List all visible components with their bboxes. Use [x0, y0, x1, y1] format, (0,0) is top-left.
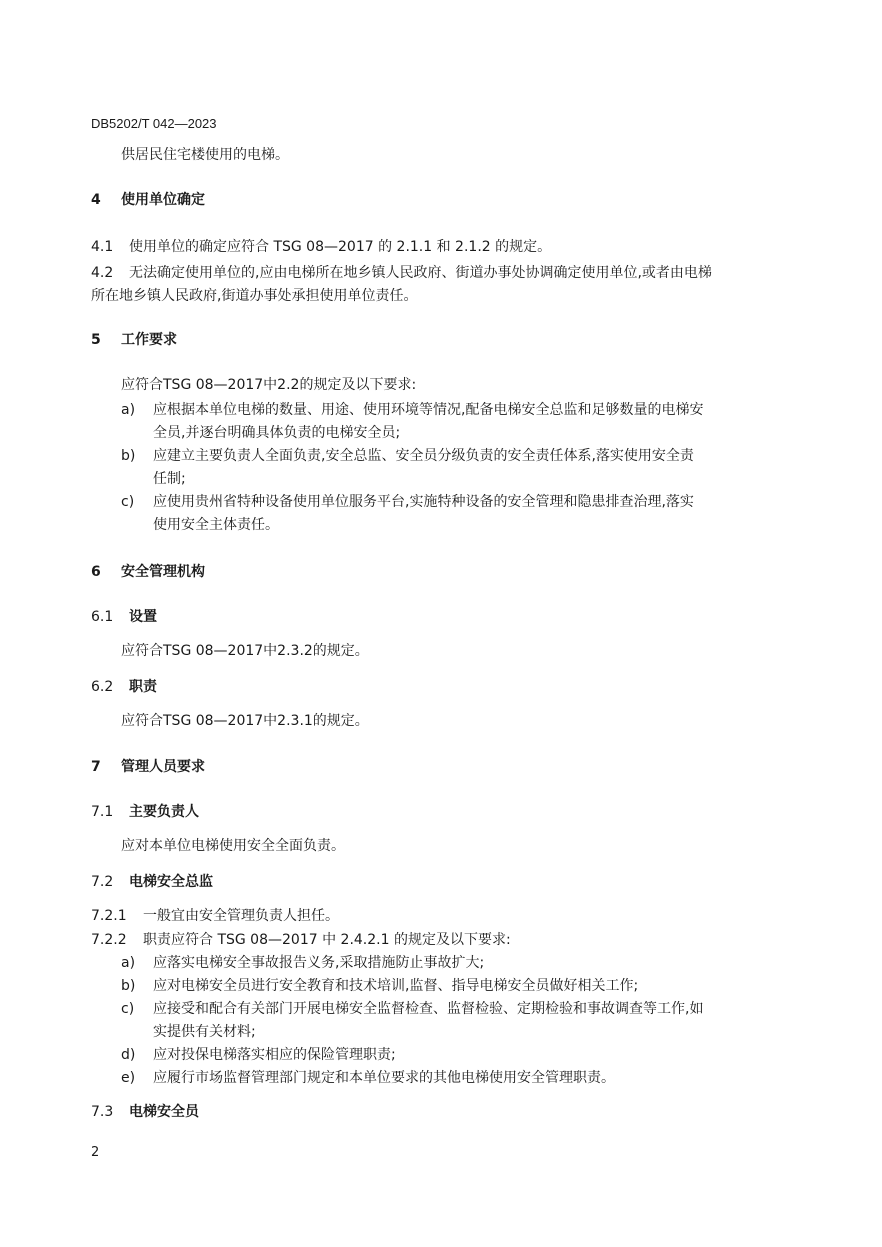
subsection-number: 7.3 — [91, 1104, 114, 1120]
clause-4-2-continued: 所在地乡镇人民政府,街道办事处承担使用单位责任。 — [91, 288, 418, 304]
list-item — [121, 446, 694, 466]
list-item-text: 应使用贵州省特种设备使用单位服务平台,实施特种设备的安全管理和隐患排查治理,落实 — [153, 494, 694, 510]
list-item-text: 应建立主要负责人全面负责,安全总监、安全员分级负责的安全责任体系,落实使用安全责 — [153, 448, 694, 464]
subsection-6-2-heading — [91, 677, 157, 697]
section-number: 7 — [91, 759, 101, 775]
section-number: 6 — [91, 564, 101, 580]
section-7-heading — [91, 757, 205, 777]
subsection-7-3-heading — [91, 1102, 199, 1122]
clause-number: 7.2.1 — [91, 908, 127, 924]
subsection-7-1-heading — [91, 802, 199, 822]
section-title: 使用单位确定 — [121, 192, 205, 208]
subsection-number: 7.2 — [91, 874, 114, 890]
clause-4-2 — [91, 263, 712, 283]
subsection-6-2-text: 应符合TSG 08—2017中2.3.1的规定。 — [121, 713, 369, 729]
subsection-7-1-text: 应对本单位电梯使用安全全面负责。 — [121, 838, 345, 854]
subsection-number: 7.1 — [91, 804, 114, 820]
list-item-label: b) — [121, 448, 136, 464]
list-item-continued: 全员,并逐台明确具体负责的电梯安全员; — [153, 425, 401, 441]
list-item-continued: 使用安全主体责任。 — [153, 517, 279, 533]
list-item — [121, 953, 484, 973]
clause-4-1 — [91, 237, 551, 257]
section-6-heading — [91, 562, 205, 582]
subsection-number: 6.1 — [91, 609, 114, 625]
section-5-lead: 应符合TSG 08—2017中2.2的规定及以下要求: — [121, 377, 417, 393]
list-item-text: 应对电梯安全员进行安全教育和技术培训,监督、指导电梯安全员做好相关工作; — [153, 978, 639, 994]
section-number: 4 — [91, 192, 101, 208]
list-item-text: 应根据本单位电梯的数量、用途、使用环境等情况,配备电梯安全总监和足够数量的电梯安 — [153, 402, 704, 418]
list-item-label: c) — [121, 1001, 135, 1017]
clause-number: 4.1 — [91, 239, 114, 255]
clause-text: 一般宜由安全管理负责人担任。 — [143, 908, 339, 924]
list-item — [121, 1045, 396, 1065]
subsection-6-1-text: 应符合TSG 08—2017中2.3.2的规定。 — [121, 643, 369, 659]
list-item — [121, 400, 703, 420]
list-item-label: a) — [121, 955, 136, 971]
list-item-label: a) — [121, 402, 136, 418]
section-4-heading — [91, 190, 205, 210]
list-item — [121, 492, 694, 512]
subsection-title: 设置 — [129, 609, 157, 625]
clause-7-2-2 — [91, 930, 511, 950]
list-item-text: 应接受和配合有关部门开展电梯安全监督检查、监督检验、定期检验和事故调查等工作,如 — [153, 1001, 704, 1017]
section-number: 5 — [91, 332, 101, 348]
subsection-title: 电梯安全员 — [129, 1104, 199, 1120]
subsection-title: 职责 — [129, 679, 157, 695]
list-item — [121, 1068, 615, 1088]
list-item-label: d) — [121, 1047, 136, 1063]
list-item-text: 应对投保电梯落实相应的保险管理职责; — [153, 1047, 396, 1063]
list-item-label: b) — [121, 978, 136, 994]
list-item-label: e) — [121, 1070, 136, 1086]
subsection-title: 电梯安全总监 — [129, 874, 213, 890]
clause-text: 职责应符合 TSG 08—2017 中 2.4.2.1 的规定及以下要求: — [143, 932, 511, 948]
page-number: 2 — [91, 1145, 100, 1160]
clause-text: 使用单位的确定应符合 TSG 08—2017 的 2.1.1 和 2.1.2 的规定。 — [129, 239, 552, 255]
list-item-text: 应落实电梯安全事故报告义务,采取措施防止事故扩大; — [153, 955, 485, 971]
list-item-continued: 任制; — [153, 471, 186, 487]
intro-tail-text: 供居民住宅楼使用的电梯。 — [121, 147, 289, 163]
list-item — [121, 999, 703, 1019]
list-item-text: 应履行市场监督管理部门规定和本单位要求的其他电梯使用安全管理职责。 — [153, 1070, 615, 1086]
section-title: 工作要求 — [121, 332, 177, 348]
document-id-header: DB5202/T 042—2023 — [91, 116, 217, 131]
clause-text: 无法确定使用单位的,应由电梯所在地乡镇人民政府、街道办事处协调确定使用单位,或者由电梯 — [129, 265, 712, 281]
list-item — [121, 976, 638, 996]
clause-7-2-1 — [91, 906, 339, 926]
list-item-continued: 实提供有关材料; — [153, 1024, 256, 1040]
clause-number: 7.2.2 — [91, 932, 127, 948]
section-title: 管理人员要求 — [121, 759, 205, 775]
section-5-heading — [91, 330, 177, 350]
clause-number: 4.2 — [91, 265, 114, 281]
subsection-title: 主要负责人 — [129, 804, 199, 820]
subsection-6-1-heading — [91, 607, 157, 627]
subsection-number: 6.2 — [91, 679, 114, 695]
subsection-7-2-heading — [91, 872, 213, 892]
list-item-label: c) — [121, 494, 135, 510]
section-title: 安全管理机构 — [121, 564, 205, 580]
